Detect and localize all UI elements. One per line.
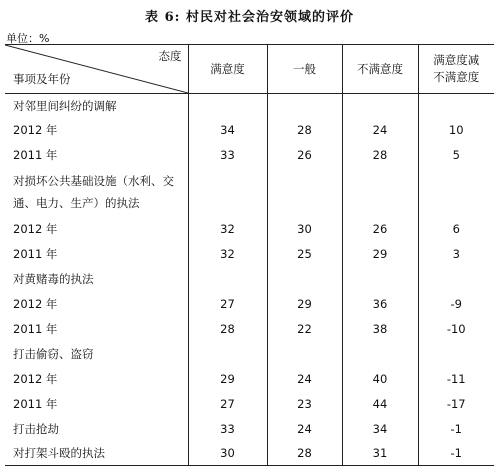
cell-neutral: 29 [267,292,342,317]
row-label: 打击偷窃、盗窃 [5,342,188,367]
unit-label: 单位：% [6,32,50,45]
cell-neutral: 28 [267,118,342,143]
row-label: 对打架斗殴的执法 [5,442,188,466]
cell-net: 3 [452,247,460,261]
cell-dissatisfied: 31 [342,442,418,466]
col-header-dissatisfied: 不满意度 [342,45,418,94]
table-row [5,242,494,267]
cell-neutral [267,267,342,292]
cell-dissatisfied [342,342,418,367]
table-body [5,45,494,466]
cell-neutral: 23 [267,392,342,417]
cell-satisfied [188,94,267,118]
table-row [5,217,494,242]
row-label: 2012 年 [5,217,188,242]
table-row [5,392,494,417]
col-header-neutral: 一般 [267,45,342,94]
row-label: 2011 年 [5,242,188,267]
cell-net: -11 [446,372,466,386]
cell-dissatisfied: 29 [342,242,418,267]
cell-neutral: 26 [267,143,342,167]
cell-net: 5 [452,147,460,162]
table-row [5,118,494,143]
cell-net: -9 [450,297,462,311]
item-year-label: 事项及年份 [13,72,71,86]
cell-dissatisfied: 34 [342,417,418,442]
row-label: 2011 年 [5,392,188,417]
table-row [5,317,494,342]
cell-neutral: 22 [267,317,342,342]
cell-net [418,94,494,118]
cell-net: -17 [446,397,466,411]
cell-satisfied: 29 [188,367,267,392]
cell-net: -1 [418,442,494,466]
table-title: 表 6: 村民对社会治安领域的评价 [145,10,354,25]
row-label: 2011 年 [5,143,188,167]
col-header-net [418,45,494,94]
cell-neutral: 30 [267,217,342,242]
cell-dissatisfied [342,94,418,118]
cell-neutral [267,167,342,217]
attitude-label: 态度 [158,49,182,63]
cell-satisfied [188,167,267,217]
row-label: 2012 年 [5,292,188,317]
evaluation-table [5,44,494,466]
cell-net: -1 [450,422,462,436]
cell-satisfied: 32 [188,217,267,242]
cell-dissatisfied: 26 [342,217,418,242]
cell-net: -10 [446,322,466,336]
cell-satisfied: 28 [188,317,267,342]
col-header-net-line2: 不满意度 [433,70,480,84]
cell-dissatisfied: 38 [342,317,418,342]
table-row [5,167,494,217]
col-header-net-line1: 满意度减 [433,53,480,67]
table-row [5,442,494,466]
cell-satisfied: 33 [188,417,267,442]
table-row [5,292,494,317]
cell-neutral: 24 [267,417,342,442]
cell-dissatisfied: 24 [342,118,418,143]
cell-dissatisfied: 44 [342,392,418,417]
cell-net: 6 [452,222,460,236]
cell-dissatisfied [342,267,418,292]
row-label: 打击抢劫 [5,417,188,442]
cell-satisfied: 32 [188,242,267,267]
cell-satisfied: 34 [188,118,267,143]
cell-satisfied: 27 [188,292,267,317]
cell-dissatisfied: 28 [342,143,418,167]
table-row [5,143,494,167]
row-label: 2012 年 [5,367,188,392]
row-label: 2012 年 [5,118,188,143]
cell-net [418,167,494,217]
cell-satisfied: 33 [188,143,267,167]
cell-dissatisfied: 36 [342,292,418,317]
cell-dissatisfied [342,167,418,217]
cell-net: 10 [448,123,464,137]
table-row [5,342,494,367]
col-header-satisfied: 满意度 [188,45,267,94]
cell-neutral: 24 [267,367,342,392]
cell-satisfied [188,267,267,292]
cell-satisfied [188,342,267,367]
cell-neutral: 25 [267,242,342,267]
header-row [5,45,494,94]
cell-dissatisfied: 40 [342,367,418,392]
cell-net [418,267,494,292]
cell-neutral [267,94,342,118]
table-row [5,417,494,442]
row-label: 对黄赌毒的执法 [5,267,188,292]
cell-satisfied: 30 [188,442,267,466]
row-label: 2011 年 [5,317,188,342]
cell-satisfied: 27 [188,392,267,417]
cell-neutral [267,342,342,367]
table-row [5,94,494,118]
diagonal-header-cell [5,45,188,94]
cell-net [418,342,494,367]
table-row [5,367,494,392]
row-label: 对邻里间纠纷的调解 [5,94,188,118]
table-row [5,267,494,292]
cell-neutral: 28 [267,442,342,466]
row-label: 对损坏公共基础设施（水利、交通、电力、生产）的执法 [5,167,188,217]
